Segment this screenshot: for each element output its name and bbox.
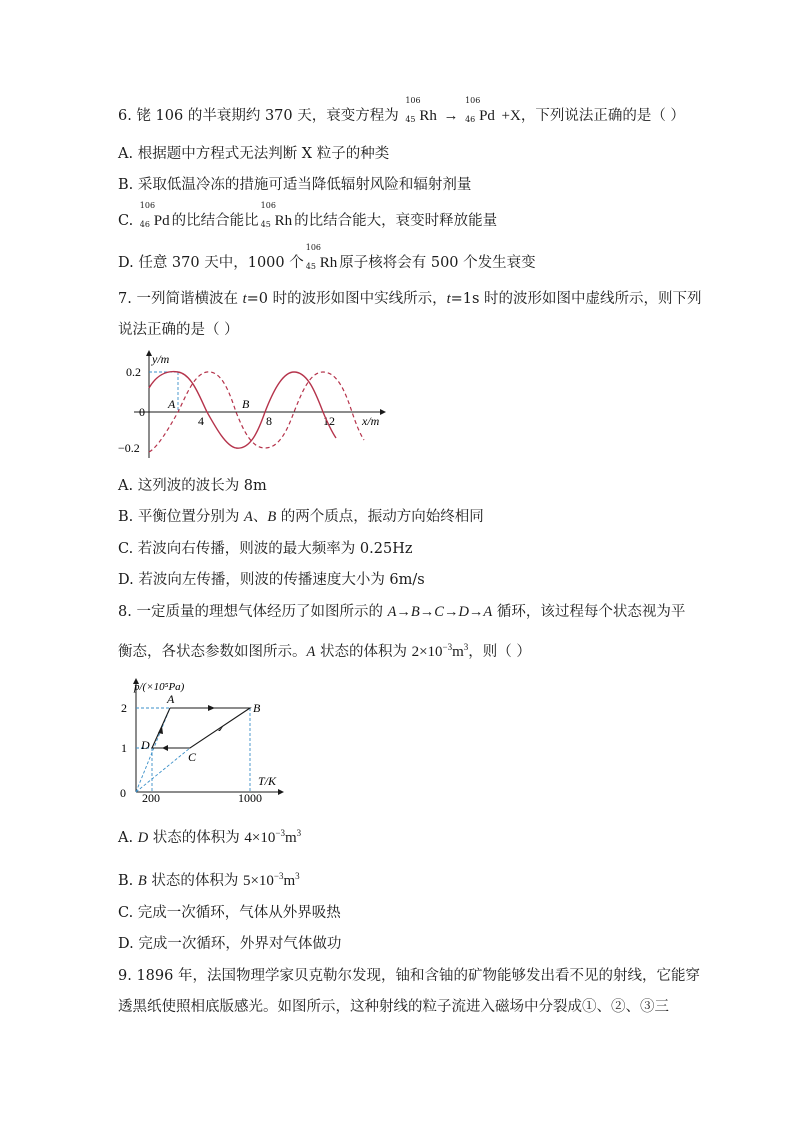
nuclide-rh: 106 45 Rh <box>305 243 338 271</box>
q8-option-c: C. 完成一次循环，气体从外界吸热 <box>118 905 341 921</box>
y-tick-label: −0.2 <box>118 441 140 455</box>
point-label-a: A <box>168 397 176 411</box>
nuclide-pd: 106 46 Pd <box>139 201 170 229</box>
q8-option-a: A. D 状态的体积为 $4\times 10^{-3}m^3$ <box>118 828 302 846</box>
q8-option-d: D. 完成一次循环，外界对气体做功 <box>118 936 342 952</box>
arrow-cd <box>162 745 168 751</box>
y-tick-label: 0.2 <box>126 365 141 379</box>
arrow-da <box>158 726 163 734</box>
q8-stem-line2: 衡态，各状态参数如图所示。A 状态的体积为 $2\times 10^{-3}m^3$，则（ ） <box>118 642 531 660</box>
x-tick-label: 12 <box>323 414 335 428</box>
cycle-path <box>152 708 250 748</box>
arrow-bc <box>218 725 224 731</box>
x-tick-label: 4 <box>198 414 204 428</box>
y-tick-label: 0 <box>139 405 145 419</box>
q8-option-b: B. B 状态的体积为 $5\times 10^{-3}m^3$ <box>118 871 300 889</box>
q9-stem-line2: 透黑纸使照相底版感光。如图所示，这种射线的粒子流进入磁场中分裂成①、②、③三 <box>118 999 669 1015</box>
x-axis-label: T/K <box>258 774 277 788</box>
wave-graph <box>112 348 392 462</box>
y-axis-label: y/m <box>152 352 170 366</box>
q7-option-c: C. 若波向右传播，则波的最大频率为 0.25Hz <box>118 541 413 557</box>
q6-option-d: D. 任意 370 天中，1000 个 106 45 Rh 原子核将会有 500 个发生衰变 <box>118 243 536 271</box>
point-label-b: B <box>253 701 261 715</box>
q7-stem-line1: 7. 一列简谐横波在 t=0 时的波形如图中实线所示，t=1s 时的波形如图中虚线所示，则下列 <box>118 291 702 307</box>
arrow-ab <box>208 705 215 711</box>
x-axis-label: x/m <box>362 414 380 428</box>
nuclide-rh: 106 45 Rh <box>260 201 293 229</box>
q7-option-a: A. 这列波的波长为 8m <box>118 478 267 494</box>
y-axis-label: p/(×10⁵Pa) <box>134 681 185 693</box>
q7-stem-line2: 说法正确的是（ ） <box>118 322 239 338</box>
q6-option-c: C. 106 46 Pd 的比结合能比 106 45 Rh 的比结合能大，衰变时释放能量 <box>118 201 498 229</box>
q6-option-a: A. 根据题中方程式无法判断 X 粒子的种类 <box>118 146 390 162</box>
pt-graph <box>112 674 292 808</box>
x-tick-label: 1000 <box>238 791 262 805</box>
nuclide-pd: 106 46 Pd <box>465 96 495 124</box>
guide-line <box>136 748 190 792</box>
q9-stem-line1: 9. 1896 年，法国物理学家贝克勒尔发现，铀和含铀的矿物能够发出看不见的射线，它能穿 <box>118 968 700 984</box>
y-tick-label: 0 <box>120 786 126 800</box>
x-axis-arrow <box>380 409 386 415</box>
y-tick-label: 2 <box>121 701 127 715</box>
point-label-d: D <box>141 738 150 752</box>
y-tick-label: 1 <box>121 741 127 755</box>
q6-option-b: B. 采取低温冷冻的措施可适当降低辐射风险和辐射剂量 <box>118 177 472 193</box>
q7-option-d: D. 若波向左传播，则波的传播速度大小为 6m/s <box>118 572 425 588</box>
nuclide-rh: 106 45 Rh <box>405 96 437 124</box>
point-label-b: B <box>242 397 250 411</box>
x-tick-label: 200 <box>142 791 160 805</box>
x-axis-arrow <box>278 789 284 795</box>
point-label-c: C <box>188 750 197 764</box>
x-tick-label: 8 <box>266 414 272 428</box>
q6-stem: 6. 铑 106 的半衰期约 370 天，衰变方程为 106 45 Rh → 106 46 Pd +X，下列说法正确的是（ ） <box>118 96 685 124</box>
q8-stem-line1: 8. 一定质量的理想气体经历了如图所示的 A→B→C→D→A 循环，该过程每个状态视为平 <box>118 604 686 620</box>
q7-option-b: B. 平衡位置分别为 A、B 的两个质点，振动方向始终相同 <box>118 509 484 525</box>
point-label-a: A <box>167 692 175 706</box>
